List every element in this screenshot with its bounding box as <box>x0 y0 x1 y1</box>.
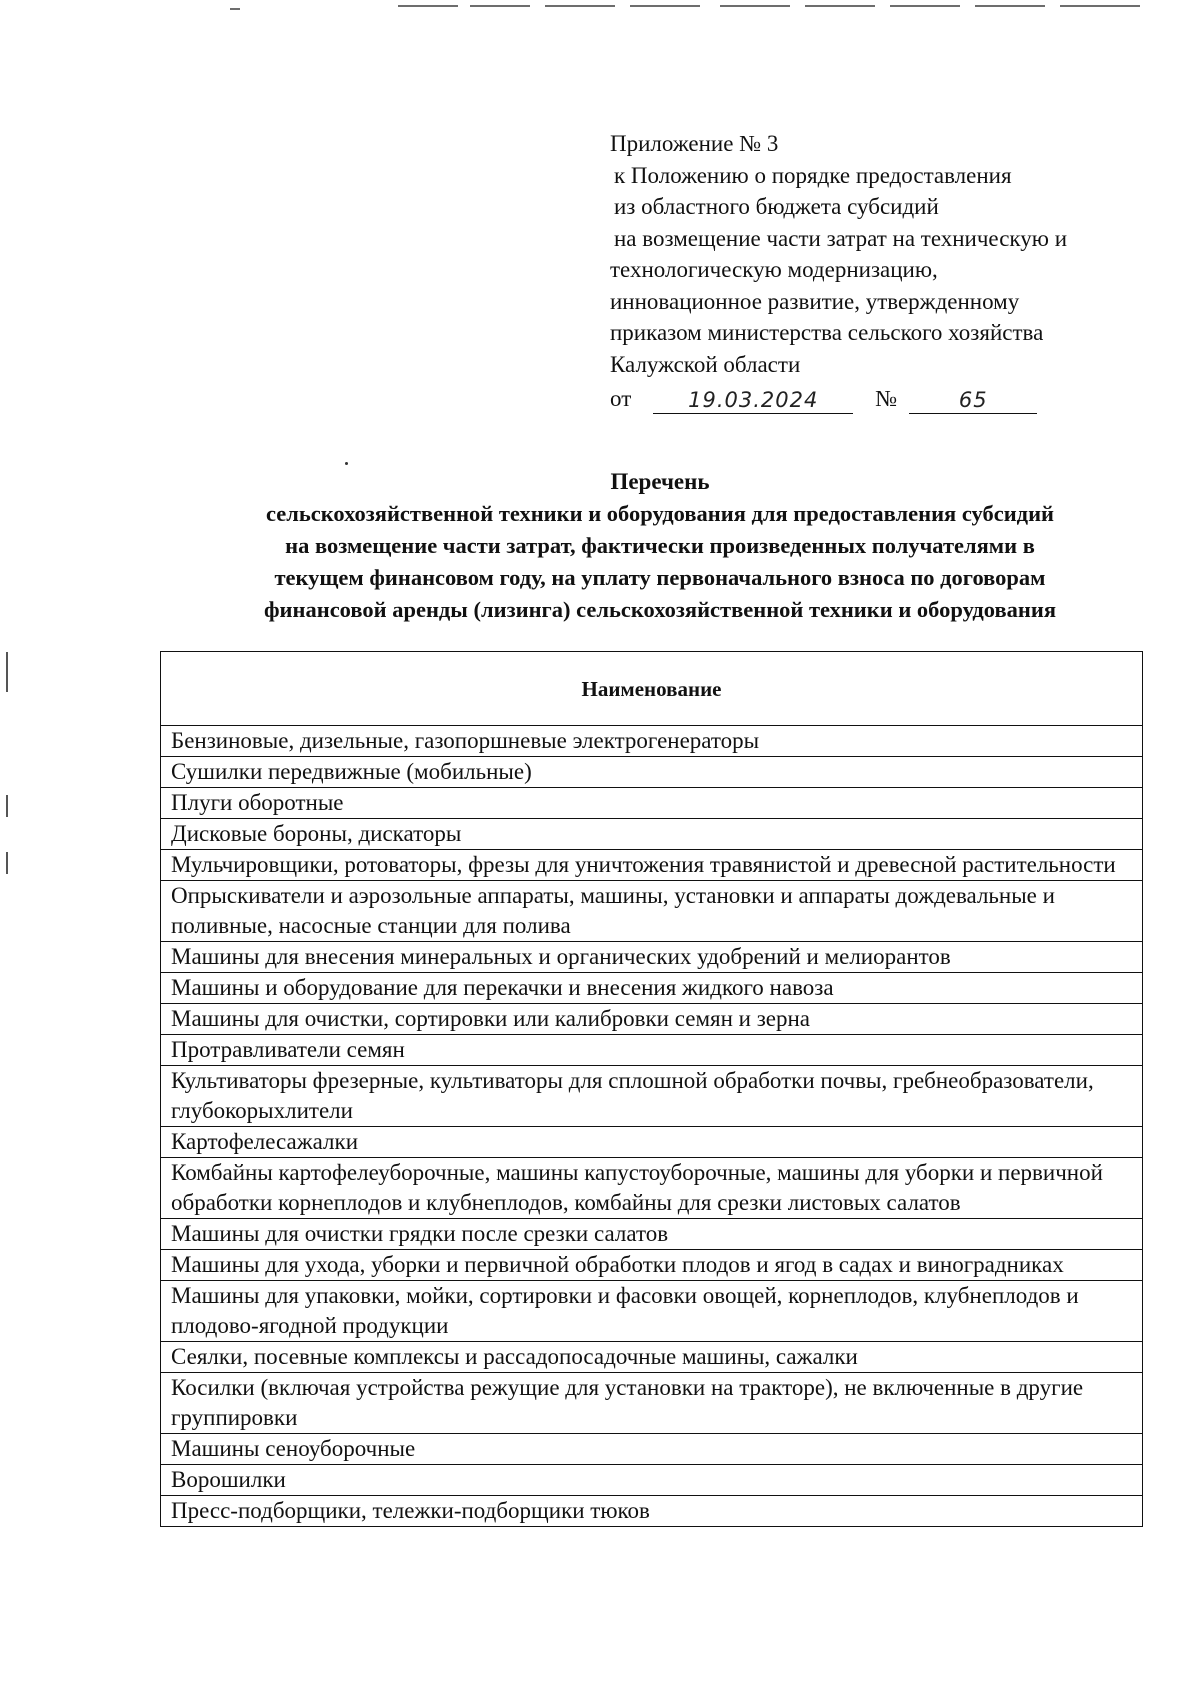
table-row <box>161 1066 1143 1127</box>
table-row <box>161 1127 1143 1158</box>
table-cell: Машины и оборудование для перекачки и внесения жидкого навоза <box>161 973 1143 1004</box>
table-cell: Картофелесажалки <box>161 1127 1143 1158</box>
scan-artifacts <box>0 0 1200 40</box>
table-cell: Косилки (включая устройства режущие для установки на тракторе), не включенные в другие группировки <box>161 1373 1143 1434</box>
table-cell: Сушилки передвижные (мобильные) <box>161 757 1143 788</box>
table-cell: Сеялки, посевные комплексы и рассадопосадочные машины, сажалки <box>161 1342 1143 1373</box>
table-row <box>161 1434 1143 1465</box>
table-cell: Бензиновые, дизельные, газопоршневые электрогенераторы <box>161 726 1143 757</box>
table-cell: Ворошилки <box>161 1465 1143 1496</box>
table-header-row <box>161 652 1143 726</box>
table-row <box>161 819 1143 850</box>
table-row <box>161 1035 1143 1066</box>
appendix-line: инновационное развитие, утвержденному <box>610 288 1020 314</box>
table-row <box>161 1342 1143 1373</box>
heading-title: Перечень <box>610 469 710 494</box>
table-row <box>161 757 1143 788</box>
table-cell: Мульчировщики, ротоваторы, фрезы для уничтожения травянистой и древесной растительности <box>161 850 1143 881</box>
table-cell: Машины сеноуборочные <box>161 1434 1143 1465</box>
table-cell: Культиваторы фрезерные, культиваторы для сплошной обработки почвы, гребнеобразователи, глубокорыхлители <box>161 1066 1143 1127</box>
scan-edge-mark <box>6 795 8 817</box>
table-cell: Машины для очистки грядки после срезки салатов <box>161 1219 1143 1250</box>
appendix-line: технологическую модернизацию, <box>610 257 938 282</box>
table-row <box>161 1219 1143 1250</box>
table-cell: Плуги оборотные <box>161 788 1143 819</box>
appendix-line: Калужской области <box>610 351 801 377</box>
table-cell: Дисковые бороны, дискаторы <box>161 819 1143 850</box>
table-row <box>161 1004 1143 1035</box>
number-label: № <box>875 385 898 411</box>
table-row <box>161 788 1143 819</box>
appendix-title: Приложение № 3 <box>610 131 779 156</box>
list-heading <box>160 466 1160 626</box>
table-cell: Протравливатели семян <box>161 1035 1143 1066</box>
table-row <box>161 1496 1143 1527</box>
column-header-name: Наименование <box>161 652 1143 726</box>
table-cell: Комбайны картофелеуборочные, машины капустоуборочные, машины для уборки и первичной обработки корнеплодов и клубнеплодов, комбайны для срезки листовых салатов <box>161 1158 1143 1219</box>
scan-speck <box>345 462 348 465</box>
table-row <box>161 726 1143 757</box>
order-date-value: 19.03.2024 <box>653 387 853 414</box>
appendix-line: к Положению о порядке предоставления <box>614 162 1012 188</box>
table-row <box>161 1158 1143 1219</box>
table-row <box>161 1373 1143 1434</box>
table-row <box>161 1281 1143 1342</box>
table-cell: Машины для внесения минеральных и органических удобрений и мелиорантов <box>161 942 1143 973</box>
table-row <box>161 1250 1143 1281</box>
table-cell: Машины для очистки, сортировки или калибровки семян и зерна <box>161 1004 1143 1035</box>
equipment-table <box>160 651 1143 1527</box>
appendix-line: приказом министерства сельского хозяйства <box>610 320 1044 345</box>
appendix-line: из областного бюджета субсидий <box>614 194 939 219</box>
table-row <box>161 881 1143 942</box>
table-row <box>161 973 1143 1004</box>
order-number-value: 65 <box>909 387 1037 414</box>
heading-line: на возмещение части затрат, фактически произведенных получателями в <box>285 533 1035 558</box>
order-date-line <box>610 380 1170 414</box>
table-row <box>161 942 1143 973</box>
heading-line: сельскохозяйственной техники и оборудования для предоставления субсидий <box>266 501 1054 526</box>
scan-edge-mark <box>6 852 8 874</box>
table-cell: Пресс-подборщики, тележки-подборщики тюков <box>161 1496 1143 1527</box>
scan-edge-mark <box>6 652 8 692</box>
heading-line: текущем финансовом году, на уплату первоначального взноса по договорам <box>274 565 1046 590</box>
table-cell: Машины для ухода, уборки и первичной обработки плодов и ягод в садах и виноградниках <box>161 1250 1143 1281</box>
appendix-block <box>610 128 1170 414</box>
from-label: от <box>610 385 632 411</box>
appendix-line: на возмещение части затрат на техническую и <box>614 225 1068 251</box>
table-row <box>161 850 1143 881</box>
heading-line: финансовой аренды (лизинга) сельскохозяйственной техники и оборудования <box>263 597 1056 622</box>
table-row <box>161 1465 1143 1496</box>
table-cell: Опрыскиватели и аэрозольные аппараты, машины, установки и аппараты дождевальные и поливные, насосные станции для полива <box>161 881 1143 942</box>
table-cell: Машины для упаковки, мойки, сортировки и фасовки овощей, корнеплодов, клубнеплодов и плодово-ягодной продукции <box>161 1281 1143 1342</box>
